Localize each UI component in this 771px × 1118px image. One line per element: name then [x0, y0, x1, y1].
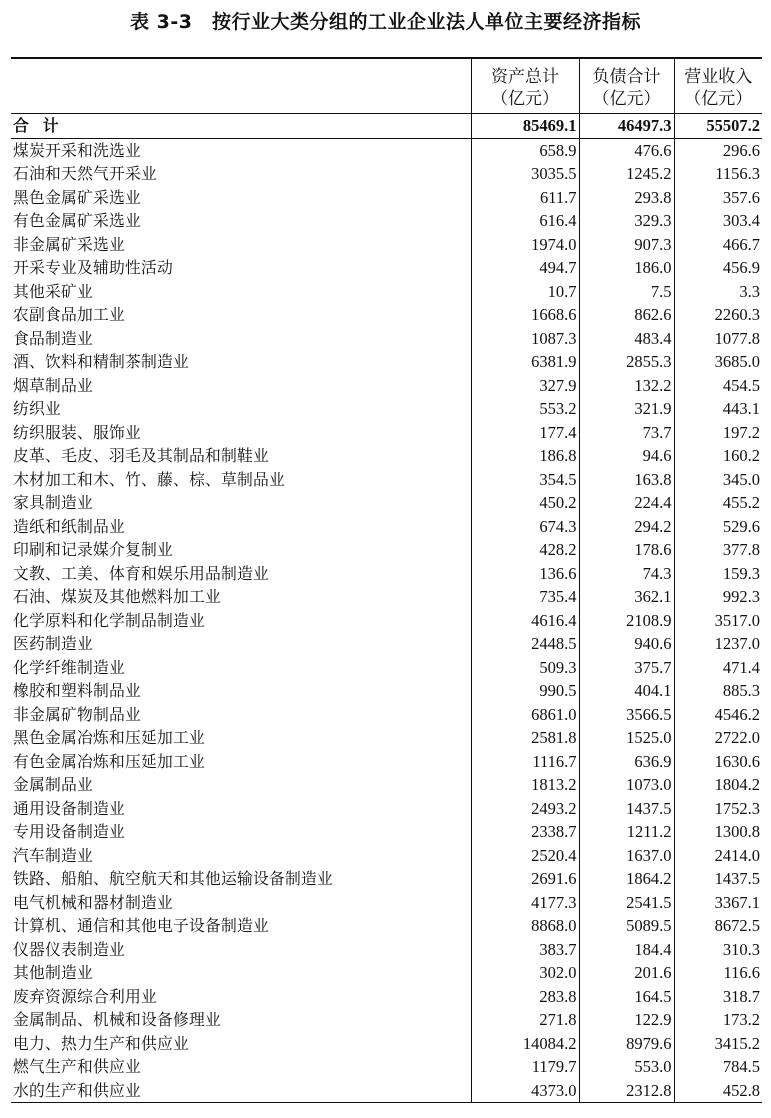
- revenue-value: 456.9: [674, 256, 762, 280]
- industry-name: 其他制造业: [13, 963, 93, 982]
- liabilities-value: 1525.0: [579, 726, 674, 750]
- industry-name: 石油、煤炭及其他燃料加工业: [13, 587, 221, 606]
- table-row: [11, 350, 762, 374]
- table-row: [11, 538, 762, 562]
- revenue-value: 885.3: [674, 679, 762, 703]
- revenue-value: 466.7: [674, 233, 762, 257]
- total-liabilities: 46497.3: [579, 114, 674, 139]
- liabilities-value: 2312.8: [579, 1079, 674, 1103]
- revenue-value: 1300.8: [674, 820, 762, 844]
- revenue-value: 2414.0: [674, 844, 762, 868]
- table-row: [11, 656, 762, 680]
- liabilities-value: 164.5: [579, 985, 674, 1009]
- assets-value: 4373.0: [471, 1079, 579, 1103]
- industry-name: 石油和天然气开采业: [13, 164, 157, 183]
- liabilities-value: 1245.2: [579, 162, 674, 186]
- assets-value: 10.7: [471, 280, 579, 304]
- industry-name: 家具制造业: [13, 493, 93, 512]
- table-row: [11, 421, 762, 445]
- table-row: [11, 938, 762, 962]
- assets-value: 177.4: [471, 421, 579, 445]
- industry-name: 非金属矿物制品业: [13, 704, 141, 724]
- revenue-value: 3517.0: [674, 609, 762, 633]
- liabilities-value: 74.3: [579, 562, 674, 586]
- table-row: [11, 303, 762, 327]
- liabilities-value: 2541.5: [579, 891, 674, 915]
- revenue-value: 357.6: [674, 186, 762, 210]
- assets-value: 611.7: [471, 186, 579, 210]
- assets-value: 494.7: [471, 256, 579, 280]
- industry-name: 化学原料和化学制品制造业: [13, 610, 205, 630]
- revenue-value: 1077.8: [674, 327, 762, 351]
- assets-value: 674.3: [471, 515, 579, 539]
- assets-value: 1087.3: [471, 327, 579, 351]
- table-row: [11, 1032, 762, 1056]
- table-body: [11, 114, 762, 1103]
- industry-name: 有色金属冶炼和压延加工业: [13, 751, 205, 771]
- revenue-value: 197.2: [674, 421, 762, 445]
- liabilities-value: 1211.2: [579, 820, 674, 844]
- revenue-value: 455.2: [674, 491, 762, 515]
- liabilities-value: 483.4: [579, 327, 674, 351]
- assets-value: 2338.7: [471, 820, 579, 844]
- industry-name: 木材加工和木、竹、藤、棕、草制品业: [13, 469, 285, 489]
- liabilities-value: 3566.5: [579, 703, 674, 727]
- liabilities-value: 907.3: [579, 233, 674, 257]
- assets-value: 1179.7: [471, 1055, 579, 1079]
- assets-value: 2448.5: [471, 632, 579, 656]
- industry-name: 有色金属矿采选业: [13, 211, 141, 230]
- assets-value: 1116.7: [471, 750, 579, 774]
- liabilities-value: 329.3: [579, 209, 674, 233]
- table-row: [11, 609, 762, 633]
- revenue-value: 1437.5: [674, 867, 762, 891]
- liabilities-value: 1437.5: [579, 797, 674, 821]
- total-row: [11, 114, 762, 139]
- table-row: [11, 162, 762, 186]
- table-row: [11, 256, 762, 280]
- assets-value: 1668.6: [471, 303, 579, 327]
- industry-name: 酒、饮料和精制茶制造业: [13, 352, 189, 371]
- industry-name: 烟草制品业: [13, 375, 93, 395]
- assets-value: 2493.2: [471, 797, 579, 821]
- table-row: [11, 280, 762, 304]
- header-assets-unit: （亿元）: [491, 89, 559, 109]
- revenue-value: 303.4: [674, 209, 762, 233]
- assets-value: 4177.3: [471, 891, 579, 915]
- liabilities-value: 476.6: [579, 138, 674, 162]
- revenue-value: 2722.0: [674, 726, 762, 750]
- table-row: [11, 562, 762, 586]
- revenue-value: 310.3: [674, 938, 762, 962]
- liabilities-value: 636.9: [579, 750, 674, 774]
- industry-name: 印刷和记录媒介复制业: [13, 540, 173, 559]
- assets-value: 383.7: [471, 938, 579, 962]
- revenue-value: 377.8: [674, 538, 762, 562]
- table-row: [11, 773, 762, 797]
- assets-value: 735.4: [471, 585, 579, 609]
- table-row: [11, 726, 762, 750]
- liabilities-value: 122.9: [579, 1008, 674, 1032]
- header-revenue-label: [675, 66, 763, 113]
- header-industry: [11, 59, 471, 114]
- revenue-value: 345.0: [674, 468, 762, 492]
- revenue-value: 318.7: [674, 985, 762, 1009]
- table-row: [11, 632, 762, 656]
- revenue-value: 159.3: [674, 562, 762, 586]
- liabilities-value: 94.6: [579, 444, 674, 468]
- table-row: [11, 138, 762, 162]
- liabilities-value: 186.0: [579, 256, 674, 280]
- industry-name: 黑色金属冶炼和压延加工业: [13, 728, 205, 747]
- header-liabilities-unit: （亿元）: [592, 89, 661, 109]
- industry-name: 造纸和纸制品业: [13, 516, 125, 536]
- liabilities-value: 224.4: [579, 491, 674, 515]
- assets-value: 271.8: [471, 1008, 579, 1032]
- table-row: [11, 444, 762, 468]
- revenue-value: 3.3: [674, 280, 762, 304]
- revenue-value: 296.6: [674, 138, 762, 162]
- header-liabilities-name: 负债合计: [592, 67, 661, 87]
- total-assets: 85469.1: [471, 114, 579, 139]
- table-row: [11, 233, 762, 257]
- table-row: [11, 374, 762, 398]
- assets-value: 990.5: [471, 679, 579, 703]
- assets-value: 509.3: [471, 656, 579, 680]
- liabilities-value: 178.6: [579, 538, 674, 562]
- liabilities-value: 375.7: [579, 656, 674, 680]
- table-row: [11, 820, 762, 844]
- revenue-value: 992.3: [674, 585, 762, 609]
- industry-name: 计算机、通信和其他电子设备制造业: [13, 916, 269, 935]
- industry-name: 文教、工美、体育和娱乐用品制造业: [13, 563, 269, 583]
- industry-name: 食品制造业: [13, 328, 93, 348]
- table-row: [11, 961, 762, 985]
- revenue-value: 2260.3: [674, 303, 762, 327]
- industry-name: 农副食品加工业: [13, 305, 125, 324]
- revenue-value: 160.2: [674, 444, 762, 468]
- table-row: [11, 797, 762, 821]
- industry-name: 通用设备制造业: [13, 798, 125, 818]
- header-revenue-unit: （亿元）: [684, 89, 753, 109]
- assets-value: 327.9: [471, 374, 579, 398]
- industry-name: 皮革、毛皮、羽毛及其制品和制鞋业: [13, 446, 269, 465]
- industry-name: 水的生产和供应业: [13, 1080, 141, 1100]
- liabilities-value: 294.2: [579, 515, 674, 539]
- assets-value: 354.5: [471, 468, 579, 492]
- header-assets: [471, 59, 579, 114]
- industry-name: 其他采矿业: [13, 281, 93, 301]
- table-row: [11, 703, 762, 727]
- revenue-value: 784.5: [674, 1055, 762, 1079]
- assets-value: 428.2: [471, 538, 579, 562]
- assets-value: 6861.0: [471, 703, 579, 727]
- revenue-value: 116.6: [674, 961, 762, 985]
- table-row: [11, 468, 762, 492]
- revenue-value: 1156.3: [674, 162, 762, 186]
- revenue-value: 471.4: [674, 656, 762, 680]
- revenue-value: 443.1: [674, 397, 762, 421]
- industry-name: 燃气生产和供应业: [13, 1057, 141, 1076]
- liabilities-value: 1864.2: [579, 867, 674, 891]
- assets-value: 3035.5: [471, 162, 579, 186]
- liabilities-value: 2108.9: [579, 609, 674, 633]
- industry-name: 汽车制造业: [13, 845, 93, 865]
- revenue-value: 173.2: [674, 1008, 762, 1032]
- industry-name: 化学纤维制造业: [13, 657, 125, 677]
- liabilities-value: 553.0: [579, 1055, 674, 1079]
- table-row: [11, 327, 762, 351]
- table-row: [11, 491, 762, 515]
- total-label: 合计: [11, 114, 471, 139]
- revenue-value: 1630.6: [674, 750, 762, 774]
- assets-value: 4616.4: [471, 609, 579, 633]
- liabilities-value: 163.8: [579, 468, 674, 492]
- table-row: [11, 679, 762, 703]
- table-row: [11, 397, 762, 421]
- assets-value: 658.9: [471, 138, 579, 162]
- industry-name: 仪器仪表制造业: [13, 939, 125, 959]
- industry-name: 金属制品、机械和设备修理业: [13, 1010, 221, 1029]
- liabilities-value: 132.2: [579, 374, 674, 398]
- revenue-value: 8672.5: [674, 914, 762, 938]
- assets-value: 450.2: [471, 491, 579, 515]
- liabilities-value: 1073.0: [579, 773, 674, 797]
- header-assets-name: 资产总计: [491, 67, 559, 87]
- assets-value: 553.2: [471, 397, 579, 421]
- liabilities-value: 321.9: [579, 397, 674, 421]
- liabilities-value: 362.1: [579, 585, 674, 609]
- industry-name: 煤炭开采和洗选业: [13, 140, 141, 160]
- liabilities-value: 73.7: [579, 421, 674, 445]
- table-row: [11, 515, 762, 539]
- revenue-value: 3685.0: [674, 350, 762, 374]
- assets-value: 302.0: [471, 961, 579, 985]
- liabilities-value: 1637.0: [579, 844, 674, 868]
- table-row: [11, 1008, 762, 1032]
- assets-value: 2581.8: [471, 726, 579, 750]
- table-header: [11, 59, 762, 114]
- liabilities-value: 184.4: [579, 938, 674, 962]
- table-row: [11, 750, 762, 774]
- industry-name: 电力、热力生产和供应业: [13, 1033, 189, 1053]
- revenue-value: 454.5: [674, 374, 762, 398]
- liabilities-value: 862.6: [579, 303, 674, 327]
- assets-value: 283.8: [471, 985, 579, 1009]
- table-row: [11, 867, 762, 891]
- header-liabilities-label: [580, 66, 674, 113]
- table-row: [11, 186, 762, 210]
- liabilities-value: 404.1: [579, 679, 674, 703]
- table-row: [11, 1079, 762, 1103]
- header-assets-label: [472, 66, 579, 113]
- economic-indicators-table: [11, 57, 762, 1103]
- header-revenue: [674, 59, 762, 114]
- header-revenue-name: 营业收入: [684, 67, 753, 87]
- liabilities-value: 201.6: [579, 961, 674, 985]
- total-revenue: 55507.2: [674, 114, 762, 139]
- liabilities-value: 7.5: [579, 280, 674, 304]
- table-row: [11, 585, 762, 609]
- revenue-value: 1752.3: [674, 797, 762, 821]
- assets-value: 136.6: [471, 562, 579, 586]
- liabilities-value: 8979.6: [579, 1032, 674, 1056]
- liabilities-value: 293.8: [579, 186, 674, 210]
- assets-value: 616.4: [471, 209, 579, 233]
- industry-name: 废弃资源综合利用业: [13, 986, 157, 1006]
- table-row: [11, 914, 762, 938]
- revenue-value: 529.6: [674, 515, 762, 539]
- assets-value: 1974.0: [471, 233, 579, 257]
- assets-value: 14084.2: [471, 1032, 579, 1056]
- industry-name: 铁路、船舶、航空航天和其他运输设备制造业: [13, 869, 333, 888]
- industry-name: 黑色金属矿采选业: [13, 187, 141, 207]
- liabilities-value: 5089.5: [579, 914, 674, 938]
- industry-name: 橡胶和塑料制品业: [13, 681, 141, 700]
- industry-name: 金属制品业: [13, 775, 93, 794]
- assets-value: 1813.2: [471, 773, 579, 797]
- revenue-value: 1237.0: [674, 632, 762, 656]
- header-liabilities: [579, 59, 674, 114]
- revenue-value: 4546.2: [674, 703, 762, 727]
- table-row: [11, 1055, 762, 1079]
- table-row: [11, 844, 762, 868]
- table-row: [11, 891, 762, 915]
- assets-value: 6381.9: [471, 350, 579, 374]
- industry-name: 专用设备制造业: [13, 822, 125, 841]
- revenue-value: 3415.2: [674, 1032, 762, 1056]
- liabilities-value: 2855.3: [579, 350, 674, 374]
- assets-value: 2691.6: [471, 867, 579, 891]
- industry-name: 非金属矿采选业: [13, 234, 125, 254]
- table-row: [11, 985, 762, 1009]
- industry-name: 医药制造业: [13, 634, 93, 653]
- industry-name: 纺织服装、服饰业: [13, 422, 141, 442]
- revenue-value: 452.8: [674, 1079, 762, 1103]
- assets-value: 186.8: [471, 444, 579, 468]
- industry-name: 纺织业: [13, 399, 61, 418]
- table-row: [11, 209, 762, 233]
- industry-name: 电气机械和器材制造业: [13, 892, 173, 912]
- assets-value: 8868.0: [471, 914, 579, 938]
- revenue-value: 1804.2: [674, 773, 762, 797]
- assets-value: 2520.4: [471, 844, 579, 868]
- liabilities-value: 940.6: [579, 632, 674, 656]
- revenue-value: 3367.1: [674, 891, 762, 915]
- industry-name: 开采专业及辅助性活动: [13, 258, 173, 277]
- table-title: 表 3-3 按行业大类分组的工业企业法人单位主要经济指标: [130, 11, 641, 33]
